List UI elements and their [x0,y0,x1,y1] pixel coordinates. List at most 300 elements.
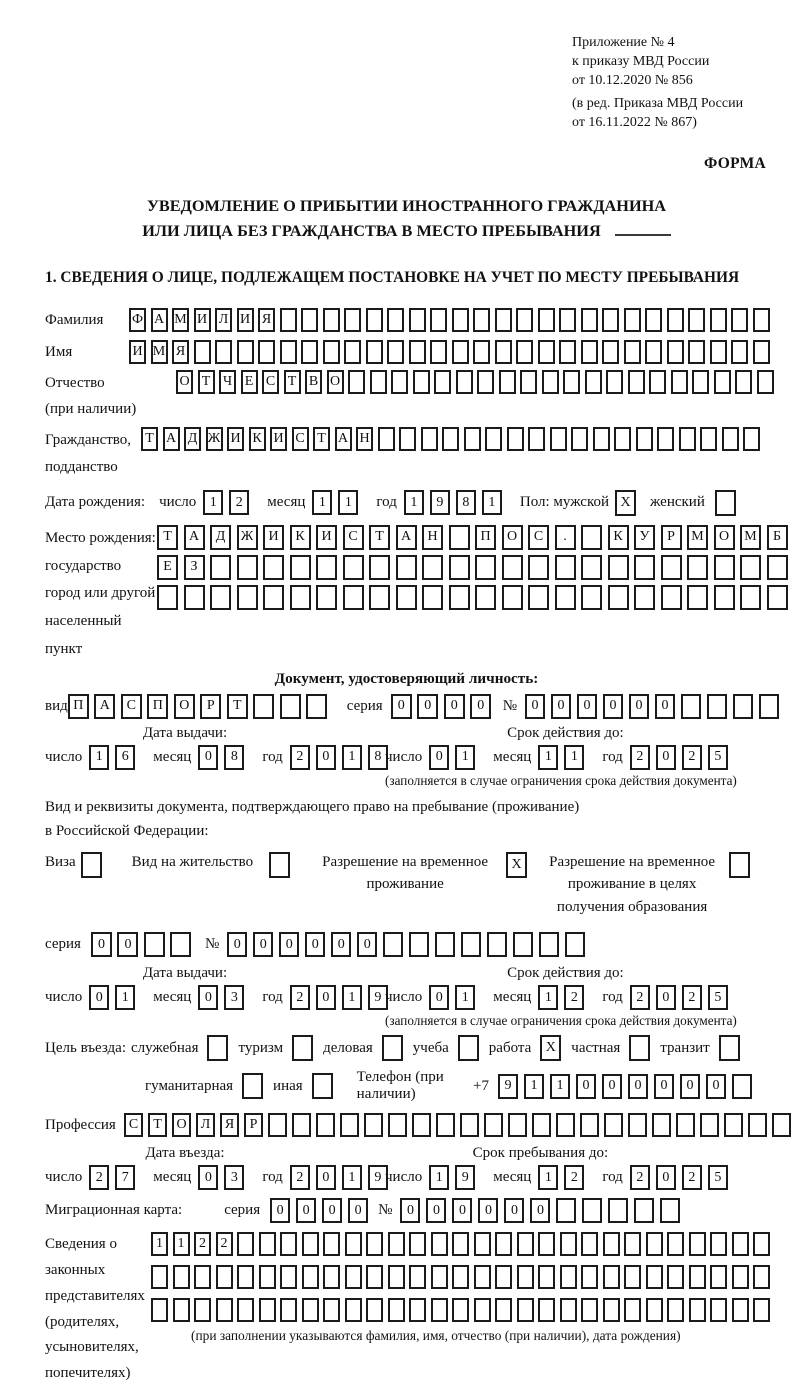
char-cell[interactable]: Т [369,525,390,550]
char-cell[interactable]: 2 [630,1165,650,1190]
char-cell[interactable]: М [151,340,168,364]
char-cell[interactable] [624,1232,641,1256]
char-cell[interactable]: 0 [391,694,412,719]
char-cell[interactable] [582,1198,602,1223]
char-cell[interactable]: 8 [456,490,476,515]
char-cell[interactable]: 0 [331,932,351,957]
char-cell[interactable] [461,932,481,957]
char-cell[interactable]: 5 [708,985,728,1010]
char-cell[interactable] [473,308,490,332]
char-cell[interactable] [581,340,598,364]
char-cell[interactable] [413,370,430,394]
char-cell[interactable]: 0 [656,745,676,770]
char-cell[interactable] [581,555,602,580]
char-cell[interactable] [645,308,662,332]
char-cell[interactable]: 9 [455,1165,475,1190]
char-cell[interactable] [688,340,705,364]
char-cell[interactable]: Р [244,1113,263,1137]
char-cell[interactable]: А [94,694,115,719]
char-cell[interactable] [460,1113,479,1137]
char-cell[interactable]: 0 [400,1198,420,1223]
char-cell[interactable] [194,1265,211,1289]
char-cell[interactable] [528,585,549,610]
char-cell[interactable] [495,340,512,364]
char-cell[interactable] [636,427,653,451]
char-cell[interactable] [237,555,258,580]
char-cell[interactable] [667,1265,684,1289]
char-cell[interactable] [253,694,274,719]
char-cell[interactable] [649,370,666,394]
char-cell[interactable] [657,427,674,451]
char-cell[interactable]: 0 [117,932,138,957]
char-cell[interactable] [316,1113,335,1137]
char-cell[interactable] [624,1265,641,1289]
char-cell[interactable]: С [124,1113,143,1137]
char-cell[interactable] [556,1198,576,1223]
char-cell[interactable] [173,1265,190,1289]
char-cell[interactable] [495,308,512,332]
char-cell[interactable] [263,555,284,580]
char-cell[interactable]: 2 [682,745,702,770]
char-cell[interactable]: 0 [680,1074,700,1099]
char-cell[interactable]: 0 [316,985,336,1010]
checkbox-cell[interactable] [715,490,736,516]
char-cell[interactable] [724,1113,743,1137]
char-cell[interactable] [710,1232,727,1256]
char-cell[interactable]: П [68,694,89,719]
char-cell[interactable]: Я [220,1113,239,1137]
char-cell[interactable] [292,1113,311,1137]
char-cell[interactable] [316,555,337,580]
char-cell[interactable] [237,340,254,364]
checkbox-cell[interactable] [629,1035,650,1061]
char-cell[interactable]: М [687,525,708,550]
char-cell[interactable] [345,1232,362,1256]
char-cell[interactable] [343,585,364,610]
char-cell[interactable]: З [184,555,205,580]
char-cell[interactable] [484,1113,503,1137]
char-cell[interactable]: О [176,370,193,394]
char-cell[interactable] [370,370,387,394]
char-cell[interactable]: 0 [656,985,676,1010]
char-cell[interactable] [343,555,364,580]
char-cell[interactable] [560,1265,577,1289]
char-cell[interactable] [449,525,470,550]
char-cell[interactable] [581,308,598,332]
char-cell[interactable] [452,308,469,332]
char-cell[interactable]: 2 [630,985,650,1010]
char-cell[interactable]: 0 [629,694,649,719]
char-cell[interactable]: Д [184,427,201,451]
char-cell[interactable] [344,308,361,332]
char-cell[interactable] [485,427,502,451]
char-cell[interactable] [555,555,576,580]
char-cell[interactable]: 1 [538,745,558,770]
char-cell[interactable] [316,585,337,610]
char-cell[interactable] [550,427,567,451]
char-cell[interactable] [388,1298,405,1322]
checkbox-cell[interactable] [207,1035,228,1061]
char-cell[interactable] [676,1113,695,1137]
char-cell[interactable]: 1 [342,745,362,770]
char-cell[interactable] [259,1265,276,1289]
char-cell[interactable] [660,1198,680,1223]
checkbox-cell[interactable]: X [540,1035,561,1061]
char-cell[interactable]: Т [227,694,248,719]
char-cell[interactable]: 0 [628,1074,648,1099]
char-cell[interactable]: К [608,525,629,550]
char-cell[interactable] [452,340,469,364]
char-cell[interactable] [681,694,701,719]
char-cell[interactable] [194,1298,211,1322]
char-cell[interactable]: 2 [216,1232,233,1256]
char-cell[interactable]: Н [422,525,443,550]
char-cell[interactable] [409,1298,426,1322]
char-cell[interactable] [661,555,682,580]
char-cell[interactable] [732,1298,749,1322]
char-cell[interactable] [409,340,426,364]
char-cell[interactable] [435,932,455,957]
char-cell[interactable] [560,1232,577,1256]
char-cell[interactable] [560,1298,577,1322]
char-cell[interactable]: Т [198,370,215,394]
char-cell[interactable] [184,585,205,610]
char-cell[interactable] [290,555,311,580]
char-cell[interactable] [237,1298,254,1322]
char-cell[interactable]: 0 [577,694,597,719]
char-cell[interactable]: 0 [279,932,299,957]
char-cell[interactable] [431,1232,448,1256]
char-cell[interactable]: 0 [227,932,247,957]
char-cell[interactable] [538,308,555,332]
char-cell[interactable]: 0 [530,1198,550,1223]
char-cell[interactable]: 2 [89,1165,109,1190]
char-cell[interactable] [495,1232,512,1256]
char-cell[interactable] [614,427,631,451]
char-cell[interactable]: О [327,370,344,394]
char-cell[interactable] [731,308,748,332]
char-cell[interactable]: Е [157,555,178,580]
char-cell[interactable] [495,1265,512,1289]
char-cell[interactable] [409,932,429,957]
char-cell[interactable] [628,1113,647,1137]
checkbox-cell[interactable] [269,852,290,878]
char-cell[interactable]: 1 [564,745,584,770]
char-cell[interactable]: 1 [203,490,223,515]
char-cell[interactable] [538,340,555,364]
char-cell[interactable] [767,585,788,610]
char-cell[interactable] [366,1298,383,1322]
char-cell[interactable] [475,555,496,580]
char-cell[interactable] [215,340,232,364]
char-cell[interactable] [624,340,641,364]
char-cell[interactable] [456,370,473,394]
char-cell[interactable] [753,1232,770,1256]
checkbox-cell[interactable]: X [615,490,636,516]
char-cell[interactable] [634,555,655,580]
char-cell[interactable] [563,370,580,394]
char-cell[interactable]: Ж [237,525,258,550]
char-cell[interactable]: 2 [290,1165,310,1190]
char-cell[interactable]: 1 [151,1232,168,1256]
char-cell[interactable]: С [121,694,142,719]
char-cell[interactable] [733,694,753,719]
char-cell[interactable]: Т [284,370,301,394]
char-cell[interactable] [687,585,708,610]
char-cell[interactable] [624,308,641,332]
char-cell[interactable] [151,1265,168,1289]
char-cell[interactable] [700,427,717,451]
char-cell[interactable] [194,340,211,364]
char-cell[interactable] [753,308,770,332]
char-cell[interactable] [538,1298,555,1322]
char-cell[interactable]: 0 [316,745,336,770]
char-cell[interactable]: И [129,340,146,364]
char-cell[interactable] [539,932,559,957]
char-cell[interactable] [757,370,774,394]
char-cell[interactable]: 0 [452,1198,472,1223]
char-cell[interactable]: 1 [89,745,109,770]
char-cell[interactable]: 1 [173,1232,190,1256]
char-cell[interactable]: И [237,308,254,332]
char-cell[interactable]: 0 [429,985,449,1010]
char-cell[interactable]: 2 [194,1232,211,1256]
char-cell[interactable]: О [174,694,195,719]
char-cell[interactable] [473,340,490,364]
char-cell[interactable] [452,1265,469,1289]
char-cell[interactable] [707,694,727,719]
char-cell[interactable]: 0 [504,1198,524,1223]
char-cell[interactable] [474,1298,491,1322]
char-cell[interactable]: 1 [455,985,475,1010]
char-cell[interactable] [608,555,629,580]
char-cell[interactable] [487,932,507,957]
char-cell[interactable]: 1 [342,1165,362,1190]
char-cell[interactable]: 0 [89,985,109,1010]
char-cell[interactable]: 2 [630,745,650,770]
char-cell[interactable] [710,340,727,364]
char-cell[interactable] [216,1265,233,1289]
char-cell[interactable] [634,585,655,610]
char-cell[interactable]: О [172,1113,191,1137]
char-cell[interactable]: 9 [368,985,388,1010]
char-cell[interactable] [624,1298,641,1322]
char-cell[interactable] [520,370,537,394]
char-cell[interactable] [602,308,619,332]
checkbox-cell[interactable] [382,1035,403,1061]
char-cell[interactable]: А [396,525,417,550]
char-cell[interactable] [210,555,231,580]
char-cell[interactable]: 5 [708,745,728,770]
char-cell[interactable]: 2 [564,1165,584,1190]
char-cell[interactable] [474,1232,491,1256]
char-cell[interactable]: 1 [482,490,502,515]
char-cell[interactable] [532,1113,551,1137]
char-cell[interactable] [302,1232,319,1256]
char-cell[interactable] [753,1298,770,1322]
char-cell[interactable]: Ч [219,370,236,394]
char-cell[interactable] [449,555,470,580]
char-cell[interactable]: И [263,525,284,550]
char-cell[interactable] [364,1113,383,1137]
char-cell[interactable] [735,370,752,394]
char-cell[interactable] [700,1113,719,1137]
char-cell[interactable] [581,525,602,550]
char-cell[interactable] [507,427,524,451]
char-cell[interactable] [604,1113,623,1137]
char-cell[interactable] [559,308,576,332]
char-cell[interactable]: Н [356,427,373,451]
char-cell[interactable] [237,585,258,610]
char-cell[interactable]: В [305,370,322,394]
char-cell[interactable] [412,1113,431,1137]
char-cell[interactable] [387,340,404,364]
char-cell[interactable]: Б [767,525,788,550]
char-cell[interactable] [593,427,610,451]
checkbox-cell[interactable] [242,1073,263,1099]
char-cell[interactable] [434,370,451,394]
char-cell[interactable]: 0 [296,1198,316,1223]
char-cell[interactable] [502,585,523,610]
char-cell[interactable]: А [163,427,180,451]
char-cell[interactable]: Ж [206,427,223,451]
char-cell[interactable] [302,1265,319,1289]
char-cell[interactable]: О [714,525,735,550]
char-cell[interactable] [667,1232,684,1256]
char-cell[interactable] [608,585,629,610]
char-cell[interactable] [378,427,395,451]
char-cell[interactable]: Р [200,694,221,719]
char-cell[interactable] [508,1113,527,1137]
char-cell[interactable]: 2 [229,490,249,515]
char-cell[interactable] [474,1265,491,1289]
char-cell[interactable] [767,555,788,580]
char-cell[interactable] [263,585,284,610]
char-cell[interactable]: Т [157,525,178,550]
char-cell[interactable] [323,1265,340,1289]
char-cell[interactable] [714,370,731,394]
char-cell[interactable]: М [740,525,761,550]
char-cell[interactable]: 0 [478,1198,498,1223]
char-cell[interactable]: О [502,525,523,550]
char-cell[interactable] [323,1298,340,1322]
char-cell[interactable]: 0 [426,1198,446,1223]
char-cell[interactable] [556,1113,575,1137]
char-cell[interactable] [731,340,748,364]
char-cell[interactable] [280,694,301,719]
char-cell[interactable] [340,1113,359,1137]
char-cell[interactable]: 7 [115,1165,135,1190]
char-cell[interactable] [652,1113,671,1137]
char-cell[interactable] [151,1298,168,1322]
char-cell[interactable] [306,694,327,719]
char-cell[interactable] [517,1232,534,1256]
char-cell[interactable] [602,340,619,364]
char-cell[interactable] [170,932,191,957]
char-cell[interactable] [542,370,559,394]
char-cell[interactable] [565,932,585,957]
char-cell[interactable]: 1 [404,490,424,515]
char-cell[interactable] [499,370,516,394]
char-cell[interactable] [366,308,383,332]
char-cell[interactable] [585,370,602,394]
char-cell[interactable] [606,370,623,394]
char-cell[interactable] [452,1298,469,1322]
char-cell[interactable] [667,340,684,364]
char-cell[interactable] [581,1265,598,1289]
char-cell[interactable] [259,1298,276,1322]
char-cell[interactable]: 0 [198,745,218,770]
char-cell[interactable] [436,1113,455,1137]
checkbox-cell[interactable] [458,1035,479,1061]
char-cell[interactable] [517,1265,534,1289]
char-cell[interactable] [495,1298,512,1322]
char-cell[interactable]: А [335,427,352,451]
char-cell[interactable] [710,308,727,332]
char-cell[interactable]: Р [661,525,682,550]
char-cell[interactable] [348,370,365,394]
char-cell[interactable] [422,555,443,580]
char-cell[interactable] [645,340,662,364]
char-cell[interactable]: 2 [682,985,702,1010]
char-cell[interactable]: 1 [312,490,332,515]
char-cell[interactable] [345,1298,362,1322]
char-cell[interactable]: 9 [498,1074,518,1099]
char-cell[interactable]: И [194,308,211,332]
checkbox-cell[interactable] [81,852,102,878]
char-cell[interactable] [710,1265,727,1289]
char-cell[interactable] [772,1113,791,1137]
char-cell[interactable]: 0 [551,694,571,719]
char-cell[interactable] [409,1232,426,1256]
char-cell[interactable] [748,1113,767,1137]
char-cell[interactable] [369,585,390,610]
char-cell[interactable] [345,1265,362,1289]
char-cell[interactable] [173,1298,190,1322]
char-cell[interactable] [280,1298,297,1322]
char-cell[interactable] [692,370,709,394]
char-cell[interactable] [502,555,523,580]
char-cell[interactable] [409,1265,426,1289]
char-cell[interactable] [689,1265,706,1289]
char-cell[interactable] [528,555,549,580]
char-cell[interactable] [603,1298,620,1322]
char-cell[interactable]: 2 [290,745,310,770]
char-cell[interactable]: 3 [224,1165,244,1190]
char-cell[interactable]: 0 [654,1074,674,1099]
char-cell[interactable]: Т [148,1113,167,1137]
char-cell[interactable] [710,1298,727,1322]
char-cell[interactable]: 0 [656,1165,676,1190]
char-cell[interactable] [323,340,340,364]
char-cell[interactable] [323,308,340,332]
char-cell[interactable] [442,427,459,451]
char-cell[interactable] [646,1265,663,1289]
char-cell[interactable] [740,585,761,610]
char-cell[interactable]: 0 [253,932,273,957]
char-cell[interactable]: 1 [338,490,358,515]
char-cell[interactable]: П [475,525,496,550]
char-cell[interactable] [431,1298,448,1322]
char-cell[interactable] [366,1265,383,1289]
char-cell[interactable] [753,340,770,364]
char-cell[interactable]: А [151,308,168,332]
char-cell[interactable]: 1 [550,1074,570,1099]
char-cell[interactable] [667,308,684,332]
char-cell[interactable] [388,1113,407,1137]
char-cell[interactable] [302,1298,319,1322]
char-cell[interactable] [290,585,311,610]
